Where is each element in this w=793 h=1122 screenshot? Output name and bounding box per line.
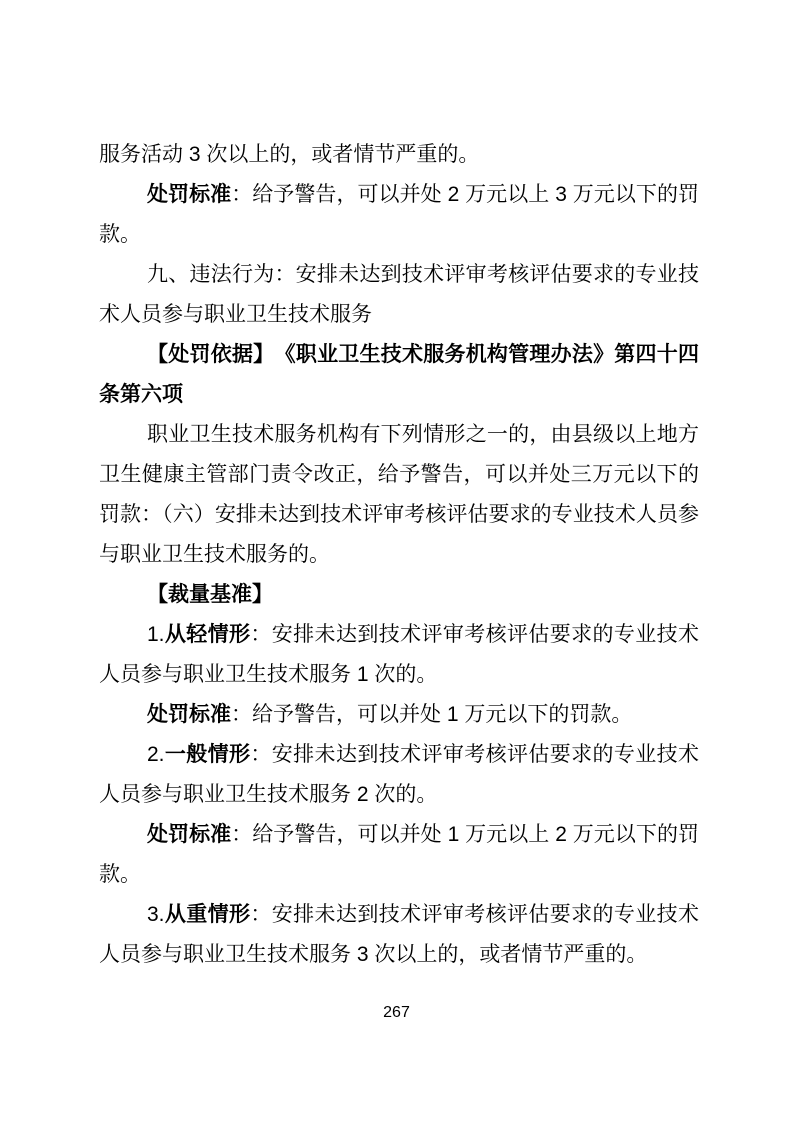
text-run-bold: 处罚标准 <box>147 703 231 726</box>
text-run: ：安排未达到技术评审考核评估要求的专业技术人员参与职业卫生技术服务 1 次的。 <box>99 623 700 686</box>
paragraph <box>99 335 699 415</box>
text-run-bold: 从轻情形 <box>164 623 251 646</box>
paragraph <box>99 815 699 895</box>
page-number: 267 <box>383 1004 410 1021</box>
text-run-bold: 处罚标准 <box>147 183 232 206</box>
text-run: ：给予警告，可以并处 2 万元以上 3 万元以下的罚款。 <box>99 183 700 246</box>
text-run: ：安排未达到技术评审考核评估要求的专业技术人员参与职业卫生技术服务 3 次以上的，或者情节严重的。 <box>99 903 700 966</box>
paragraph <box>99 255 699 335</box>
text-run: ：给予警告，可以并处 1 万元以上 2 万元以下的罚款。 <box>99 823 700 886</box>
text-run-bold: 从重情形 <box>164 903 251 926</box>
text-run: 3. <box>147 903 165 926</box>
paragraph <box>99 895 699 975</box>
paragraph <box>99 415 699 575</box>
paragraph <box>99 615 699 695</box>
text-run: ：安排未达到技术评审考核评估要求的专业技术人员参与职业卫生技术服务 2 次的。 <box>99 743 700 806</box>
text-run-bold: 处罚标准 <box>147 823 232 846</box>
paragraph <box>99 575 699 615</box>
text-run: 服务活动 3 次以上的，或者情节严重的。 <box>99 143 480 166</box>
paragraph <box>99 695 699 735</box>
text-run: ：给予警告，可以并处 1 万元以下的罚款。 <box>231 703 633 726</box>
text-run: 九、违法行为：安排未达到技术评审考核评估要求的专业技术人员参与职业卫生技术服务 <box>99 263 699 326</box>
text-run: 2. <box>147 743 165 766</box>
paragraph <box>99 135 699 175</box>
document-body <box>99 135 699 975</box>
text-run-bold: 【处罚依据】 《职业卫生技术服务机构管理办法》第四十四条第六项 <box>99 343 699 406</box>
paragraph <box>99 175 699 255</box>
text-run: 1. <box>147 623 165 646</box>
text-run-bold: 一般情形 <box>164 743 251 766</box>
text-run-bold: 【裁量基准】 <box>147 583 273 606</box>
paragraph <box>99 735 699 815</box>
text-run: 职业卫生技术服务机构有下列情形之一的，由县级以上地方卫生健康主管部门责令改正，给予警告，可以并处三万元以下的罚款：（六）安排未达到技术评审考核评估要求的专业技术人员参与职业卫生技术服务的。 <box>99 423 699 566</box>
